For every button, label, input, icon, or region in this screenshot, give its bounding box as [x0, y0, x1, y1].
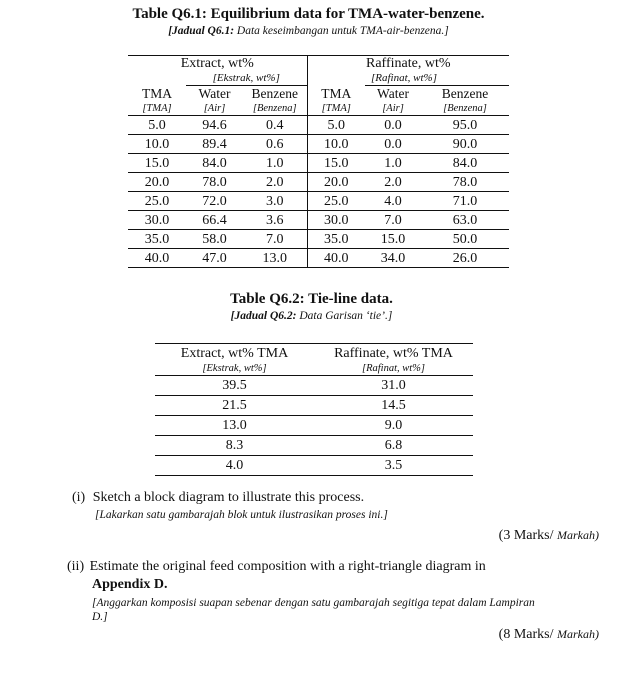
column-subheader: [TMA] — [307, 102, 365, 116]
column-subheader: [Air] — [365, 102, 421, 116]
table-row — [128, 116, 509, 135]
table-cell: 21.5 — [155, 396, 314, 416]
table-cell: 40.0 — [307, 249, 365, 268]
table-cell: 20.0 — [128, 173, 186, 192]
table-row — [155, 416, 473, 436]
table2-subtitle — [3, 310, 617, 322]
table-row — [128, 135, 509, 154]
column-header: Raffinate, wt% TMA — [314, 344, 473, 363]
table-cell: 2.0 — [243, 173, 307, 192]
table-cell: 25.0 — [307, 192, 365, 211]
table-cell: 35.0 — [307, 230, 365, 249]
table-cell: 10.0 — [307, 135, 365, 154]
group-raffinate-label: Raffinate, wt% — [307, 56, 509, 73]
equilibrium-table — [128, 55, 509, 268]
question-1-text: Sketch a block diagram to illustrate this process. — [92, 490, 365, 505]
table1-subtitle — [0, 25, 617, 37]
table-cell: 1.0 — [243, 154, 307, 173]
table-cell: 26.0 — [421, 249, 509, 268]
column-subheader: [Ekstrak, wt%] — [155, 362, 314, 376]
column-subheader: [Rafinat, wt%] — [314, 362, 473, 376]
question-2-marks-label: (8 Marks/ — [498, 627, 554, 642]
column-header: Water — [198, 86, 231, 101]
table-cell: 71.0 — [421, 192, 509, 211]
table-row — [128, 154, 509, 173]
table-cell: 13.0 — [243, 249, 307, 268]
table2-title: Table Q6.2: Tie-line data. — [230, 291, 393, 307]
question-1-translation: [Lakarkan satu gambarajah blok untuk ilustrasikan proses ini.] — [95, 509, 388, 521]
question-1 — [72, 490, 364, 506]
table-cell: 34.0 — [365, 249, 421, 268]
table-cell: 50.0 — [421, 230, 509, 249]
tie-line-table-body — [155, 376, 473, 476]
table-row — [128, 173, 509, 192]
table-cell: 3.5 — [314, 456, 473, 476]
column-header: Benzene — [251, 86, 298, 101]
column-header: Water — [377, 86, 409, 101]
table-cell: 15.0 — [128, 154, 186, 173]
table-cell: 6.8 — [314, 436, 473, 456]
question-2-translation-line2: D.] — [92, 611, 108, 623]
table-cell: 40.0 — [128, 249, 186, 268]
table-cell: 94.6 — [186, 116, 243, 135]
table-cell: 9.0 — [314, 416, 473, 436]
table-cell: 39.5 — [155, 376, 314, 396]
question-2-text-line2: Appendix D. — [92, 577, 168, 592]
table-cell: 89.4 — [186, 135, 243, 154]
table-row — [128, 192, 509, 211]
question-2-marks — [499, 627, 599, 643]
table-cell: 84.0 — [421, 154, 509, 173]
table-row — [155, 436, 473, 456]
table-cell: 2.0 — [365, 173, 421, 192]
group-extract-label: Extract, wt% — [128, 56, 307, 73]
question-2-marks-ms: Markah) — [557, 627, 599, 641]
table-cell: 84.0 — [186, 154, 243, 173]
table-cell: 15.0 — [307, 154, 365, 173]
table-cell: 7.0 — [243, 230, 307, 249]
table-cell: 3.0 — [243, 192, 307, 211]
table-row — [155, 456, 473, 476]
tie-line-table — [155, 343, 473, 476]
question-1-number: (i) — [72, 490, 86, 505]
table-cell: 31.0 — [314, 376, 473, 396]
question-2-text-line1: Estimate the original feed composition with a right-triangle diagram in — [89, 559, 486, 574]
table-row — [128, 211, 509, 230]
table-cell: 3.6 — [243, 211, 307, 230]
table-cell: 0.4 — [243, 116, 307, 135]
table-cell: 14.5 — [314, 396, 473, 416]
table-cell: 35.0 — [128, 230, 186, 249]
table1-subtitle-text: Data keseimbangan untuk TMA-air-benzena.] — [236, 25, 449, 37]
table-cell: 20.0 — [307, 173, 365, 192]
question-1-marks — [499, 528, 599, 544]
table-cell: 66.4 — [186, 211, 243, 230]
question-2-number: (ii) — [67, 559, 85, 574]
table1-subtitle-label: [Jadual Q6.1: — [168, 25, 235, 37]
table-cell: 4.0 — [155, 456, 314, 476]
table-cell: 4.0 — [365, 192, 421, 211]
column-subheader: [TMA] — [128, 102, 186, 116]
table-row — [128, 230, 509, 249]
table2-subtitle-label: [Jadual Q6.2: — [230, 310, 297, 322]
column-header: Benzene — [441, 86, 489, 101]
table-cell: 5.0 — [307, 116, 365, 135]
equilibrium-table-body — [128, 116, 509, 268]
table-cell: 95.0 — [421, 116, 509, 135]
column-subheader: [Air] — [186, 102, 243, 116]
table-cell: 63.0 — [421, 211, 509, 230]
table-cell: 25.0 — [128, 192, 186, 211]
table-cell: 0.0 — [365, 116, 421, 135]
group-extract-sublabel: [Ekstrak, wt%] — [186, 72, 307, 86]
table-cell: 0.0 — [365, 135, 421, 154]
table-cell: 10.0 — [128, 135, 186, 154]
column-header: Extract, wt% TMA — [155, 344, 314, 363]
table-cell: 47.0 — [186, 249, 243, 268]
group-raffinate-sublabel: [Rafinat, wt%] — [365, 72, 509, 86]
table-cell: 78.0 — [186, 173, 243, 192]
table-cell: 8.3 — [155, 436, 314, 456]
table-row — [155, 376, 473, 396]
question-2-translation-line1: [Anggarkan komposisi suapan sebenar dengan satu gambarajah segitiga tepat dalam Lampiran — [92, 597, 535, 609]
table-cell: 78.0 — [421, 173, 509, 192]
column-header: TMA — [307, 86, 365, 103]
table1-title: Table Q6.1: Equilibrium data for TMA-water-benzene. — [132, 6, 485, 22]
table-cell: 7.0 — [365, 211, 421, 230]
table-cell: 30.0 — [307, 211, 365, 230]
table-row — [128, 249, 509, 268]
column-header: TMA — [142, 85, 172, 101]
table-cell: 30.0 — [128, 211, 186, 230]
question-1-marks-label: (3 Marks/ — [498, 528, 554, 543]
question-1-marks-ms: Markah) — [557, 528, 599, 542]
table-cell: 5.0 — [128, 116, 186, 135]
table2-subtitle-text: Data Garisan ‘tie’.] — [299, 310, 393, 322]
table-cell: 15.0 — [365, 230, 421, 249]
column-subheader: [Benzena] — [421, 102, 509, 116]
table-cell: 72.0 — [186, 192, 243, 211]
table-row — [155, 396, 473, 416]
table-cell: 0.6 — [243, 135, 307, 154]
table-cell: 13.0 — [155, 416, 314, 436]
question-2 — [67, 559, 599, 575]
table-cell: 1.0 — [365, 154, 421, 173]
column-subheader: [Benzena] — [243, 102, 307, 116]
table-cell: 58.0 — [186, 230, 243, 249]
table-cell: 90.0 — [421, 135, 509, 154]
